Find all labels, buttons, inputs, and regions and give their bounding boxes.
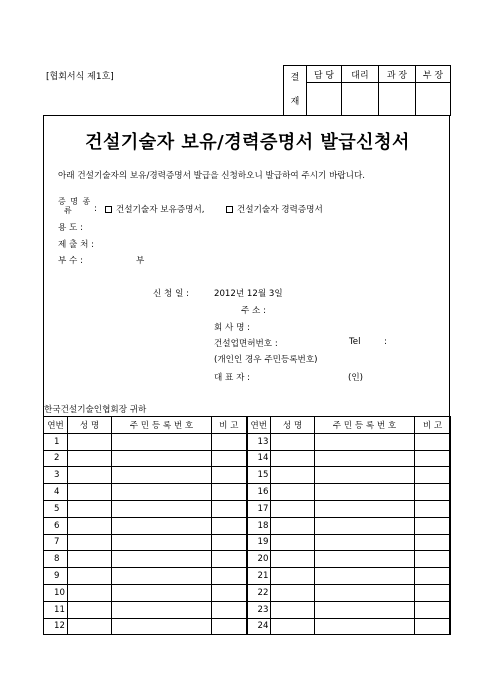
- resident-number-cell[interactable]: [112, 568, 212, 585]
- name-cell[interactable]: [271, 551, 315, 568]
- row-number: 4: [44, 484, 68, 501]
- remarks-cell[interactable]: [415, 584, 451, 601]
- remarks-cell[interactable]: [212, 601, 247, 618]
- name-cell[interactable]: [271, 534, 315, 551]
- remarks-cell[interactable]: [212, 568, 247, 585]
- row-number: 22: [247, 584, 271, 601]
- table-row: [44, 568, 451, 585]
- row-number: 11: [44, 601, 68, 618]
- recipient: 한국건설기술인협회장 귀하: [44, 405, 147, 415]
- tel-label: Tel: [349, 337, 361, 347]
- remarks-cell[interactable]: [212, 450, 247, 467]
- row-number: 6: [44, 517, 68, 534]
- career-checkbox[interactable]: [226, 206, 233, 213]
- resident-number-cell[interactable]: [112, 450, 212, 467]
- table-row: [44, 534, 451, 551]
- table-row: [44, 517, 451, 534]
- remarks-cell[interactable]: [415, 601, 451, 618]
- table-row: [44, 500, 451, 517]
- approval-col-staff: 담 당: [307, 66, 342, 83]
- table-row: [44, 484, 451, 501]
- name-cell[interactable]: [68, 467, 112, 484]
- resident-number-cell[interactable]: [315, 584, 415, 601]
- company-label: 회 사 명 :: [214, 323, 250, 333]
- resident-number-cell[interactable]: [315, 618, 415, 635]
- resident-number-cell[interactable]: [315, 551, 415, 568]
- resident-number-cell[interactable]: [315, 601, 415, 618]
- approval-box: [283, 65, 451, 116]
- remarks-cell[interactable]: [415, 618, 451, 635]
- option-retention-label: 건설기술자 보유증명서,: [116, 205, 205, 215]
- purpose-label: 용 도 :: [58, 223, 83, 233]
- row-number: 18: [247, 517, 271, 534]
- resident-number-cell[interactable]: [315, 568, 415, 585]
- table-row: [44, 618, 451, 635]
- address-label: 주 소 :: [241, 306, 266, 316]
- copies-unit: 부: [136, 256, 145, 266]
- col-header: 주 민 등 록 번 호: [315, 417, 415, 434]
- row-number: 3: [44, 467, 68, 484]
- col-header: 성 명: [271, 417, 315, 434]
- col-header: 비 고: [212, 417, 247, 434]
- name-cell[interactable]: [68, 517, 112, 534]
- row-number: 16: [247, 484, 271, 501]
- resident-number-cell[interactable]: [112, 433, 212, 450]
- remarks-cell[interactable]: [212, 584, 247, 601]
- name-cell[interactable]: [68, 450, 112, 467]
- name-cell[interactable]: [271, 433, 315, 450]
- resident-number-cell[interactable]: [112, 584, 212, 601]
- option-career-label: 건설기술자 경력증명서: [237, 205, 323, 215]
- row-number: 12: [44, 618, 68, 635]
- remarks-cell[interactable]: [212, 517, 247, 534]
- remarks-cell[interactable]: [415, 568, 451, 585]
- approval-col-section-chief: 과 장: [379, 66, 416, 83]
- name-cell[interactable]: [271, 584, 315, 601]
- remarks-cell[interactable]: [212, 467, 247, 484]
- name-cell[interactable]: [271, 618, 315, 635]
- approval-label: [284, 66, 307, 116]
- remarks-cell[interactable]: [415, 433, 451, 450]
- retention-checkbox[interactable]: [105, 206, 112, 213]
- name-cell[interactable]: [271, 467, 315, 484]
- row-number: 23: [247, 601, 271, 618]
- remarks-cell[interactable]: [212, 484, 247, 501]
- table-row: [44, 584, 451, 601]
- row-number: 1: [44, 433, 68, 450]
- tel-colon: :: [384, 337, 387, 347]
- remarks-cell[interactable]: [415, 534, 451, 551]
- approval-sign-staff[interactable]: [307, 83, 342, 116]
- name-cell[interactable]: [68, 551, 112, 568]
- resident-number-cell[interactable]: [315, 467, 415, 484]
- resident-number-cell[interactable]: [112, 618, 212, 635]
- approval-label-bottom: 재: [290, 96, 300, 107]
- remarks-cell[interactable]: [212, 618, 247, 635]
- col-header: 연번: [44, 417, 68, 434]
- copies-label: 부 수 :: [58, 256, 83, 266]
- remarks-cell[interactable]: [415, 467, 451, 484]
- name-cell[interactable]: [271, 450, 315, 467]
- option-retention-certificate[interactable]: [105, 203, 204, 215]
- row-number: 7: [44, 534, 68, 551]
- option-career-certificate[interactable]: [226, 203, 323, 215]
- personal-id-note: (개인인 경우 주민등록번호): [214, 355, 318, 365]
- approval-sign-dept-head[interactable]: [416, 83, 451, 116]
- form-code: [협회서식 제1호]: [46, 72, 114, 82]
- resident-number-cell[interactable]: [112, 534, 212, 551]
- row-number: 2: [44, 450, 68, 467]
- col-header: 연번: [247, 417, 271, 434]
- row-number: 9: [44, 568, 68, 585]
- name-cell[interactable]: [271, 500, 315, 517]
- remarks-cell[interactable]: [415, 551, 451, 568]
- resident-number-cell[interactable]: [315, 433, 415, 450]
- resident-number-cell[interactable]: [112, 601, 212, 618]
- row-number: 13: [247, 433, 271, 450]
- page-title: 건설기술자 보유/경력증명서 발급신청서: [85, 132, 410, 153]
- type-label-bottom: 류: [64, 206, 72, 215]
- name-cell[interactable]: [271, 484, 315, 501]
- approval-label-top: 결: [290, 73, 300, 84]
- destination-label: 제 출 처 :: [58, 240, 94, 250]
- resident-number-cell[interactable]: [112, 467, 212, 484]
- approval-sign-section-chief[interactable]: [379, 83, 416, 116]
- resident-number-cell[interactable]: [112, 484, 212, 501]
- type-label-top: 증 명 종: [58, 197, 92, 206]
- resident-number-cell[interactable]: [112, 551, 212, 568]
- approval-col-deputy: 대리: [342, 66, 379, 83]
- representative-label: 대 표 자 :: [214, 373, 250, 383]
- date-value: 2012년 12월 3일: [214, 289, 283, 299]
- remarks-cell[interactable]: [415, 450, 451, 467]
- table-header-row: [44, 417, 451, 434]
- col-header: 주 민 등 록 번 호: [112, 417, 212, 434]
- row-number: 5: [44, 500, 68, 517]
- resident-number-cell[interactable]: [112, 500, 212, 517]
- table-row: [44, 467, 451, 484]
- remarks-cell[interactable]: [415, 517, 451, 534]
- table-row: [44, 433, 451, 450]
- name-cell[interactable]: [68, 484, 112, 501]
- table-row: [44, 551, 451, 568]
- row-number: 24: [247, 618, 271, 635]
- row-number: 15: [247, 467, 271, 484]
- type-colon: :: [94, 204, 97, 214]
- remarks-cell[interactable]: [415, 484, 451, 501]
- row-number: 14: [247, 450, 271, 467]
- remarks-cell[interactable]: [415, 500, 451, 517]
- row-number: 21: [247, 568, 271, 585]
- remarks-cell[interactable]: [212, 551, 247, 568]
- approval-col-dept-head: 부 장: [416, 66, 451, 83]
- name-cell[interactable]: [68, 500, 112, 517]
- resident-number-cell[interactable]: [315, 500, 415, 517]
- table-row: [44, 450, 451, 467]
- col-header: 성 명: [68, 417, 112, 434]
- row-number: 8: [44, 551, 68, 568]
- name-cell[interactable]: [271, 517, 315, 534]
- remarks-cell[interactable]: [212, 500, 247, 517]
- name-cell[interactable]: [68, 584, 112, 601]
- name-cell[interactable]: [68, 618, 112, 635]
- name-cell[interactable]: [271, 601, 315, 618]
- row-number: 10: [44, 584, 68, 601]
- approval-sign-deputy[interactable]: [342, 83, 379, 116]
- date-label: 신 청 일 :: [153, 289, 189, 299]
- technician-list-table: [43, 416, 451, 635]
- resident-number-cell[interactable]: [315, 484, 415, 501]
- license-label: 건설업면허번호 :: [214, 339, 278, 349]
- col-header: 비 고: [415, 417, 451, 434]
- name-cell[interactable]: [68, 534, 112, 551]
- resident-number-cell[interactable]: [315, 534, 415, 551]
- table-row: [44, 601, 451, 618]
- resident-number-cell[interactable]: [315, 517, 415, 534]
- name-cell[interactable]: [271, 568, 315, 585]
- resident-number-cell[interactable]: [315, 450, 415, 467]
- name-cell[interactable]: [68, 568, 112, 585]
- name-cell[interactable]: [68, 433, 112, 450]
- remarks-cell[interactable]: [212, 534, 247, 551]
- resident-number-cell[interactable]: [112, 517, 212, 534]
- name-cell[interactable]: [68, 601, 112, 618]
- row-number: 20: [247, 551, 271, 568]
- intro-text: 아래 건설기술자의 보유/경력증명서 발급을 신청하오니 발급하여 주시기 바랍니다.: [58, 171, 366, 181]
- seal-mark: (인): [348, 373, 364, 383]
- remarks-cell[interactable]: [212, 433, 247, 450]
- row-number: 19: [247, 534, 271, 551]
- row-number: 17: [247, 500, 271, 517]
